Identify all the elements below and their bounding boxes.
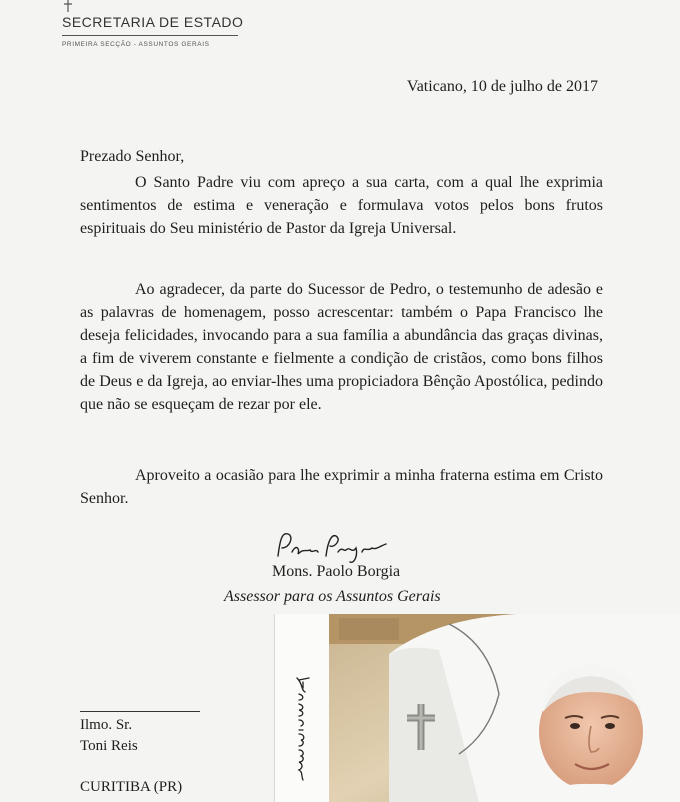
signatory-name: Mons. Paolo Borgia xyxy=(272,563,401,580)
letterhead-title: SECRETARIA DE ESTADO xyxy=(62,14,244,30)
address-city: CURITIBA (PR) xyxy=(80,779,183,795)
address-salutation: Ilmo. Sr. xyxy=(80,717,133,733)
francisco-signature xyxy=(283,672,319,792)
paragraph-2: Ao agradecer, da parte do Sucessor de Pedro, o testemunho de adesão e as palavras de homenagem, posso acrescentar: também o Papa Francisco lhe deseja felicidades, invocando para a sua família a abundância das graças divinas, a fim de viverem constante e fielmente a condição de cristãos, como bons filhos de Deus e da Igreja, ao enviar-lhes uma propiciadora Bênção Apostólica, pedindo que não se esqueçam de rezar por ele. xyxy=(80,281,603,413)
pope-photo xyxy=(329,614,680,802)
signatory-role: Assessor para os Assuntos Gerais xyxy=(224,588,441,605)
address-divider xyxy=(80,711,200,712)
letterhead-divider xyxy=(62,35,238,36)
vatican-emblem-icon xyxy=(62,0,74,12)
address-recipient: Toni Reis xyxy=(80,738,138,754)
paragraph-1: O Santo Padre viu com apreço a sua carta, com a qual lhe exprimia sentimentos de estima e veneração e formulava votos pelos bons frutos espirituais do Seu ministério de Pastor da Igreja Universal. xyxy=(80,174,603,237)
photo-card xyxy=(274,614,680,802)
letter-date: Vaticano, 10 de julho de 2017 xyxy=(406,78,598,95)
salutation: Prezado Senhor, xyxy=(80,148,185,165)
handwritten-signature xyxy=(272,526,392,566)
paragraph-3: Aproveito a ocasião para lhe exprimir a minha fraterna estima em Cristo Senhor. xyxy=(80,467,603,507)
letterhead-subtitle: PRIMEIRA SECÇÃO - ASSUNTOS GERAIS xyxy=(62,41,210,48)
